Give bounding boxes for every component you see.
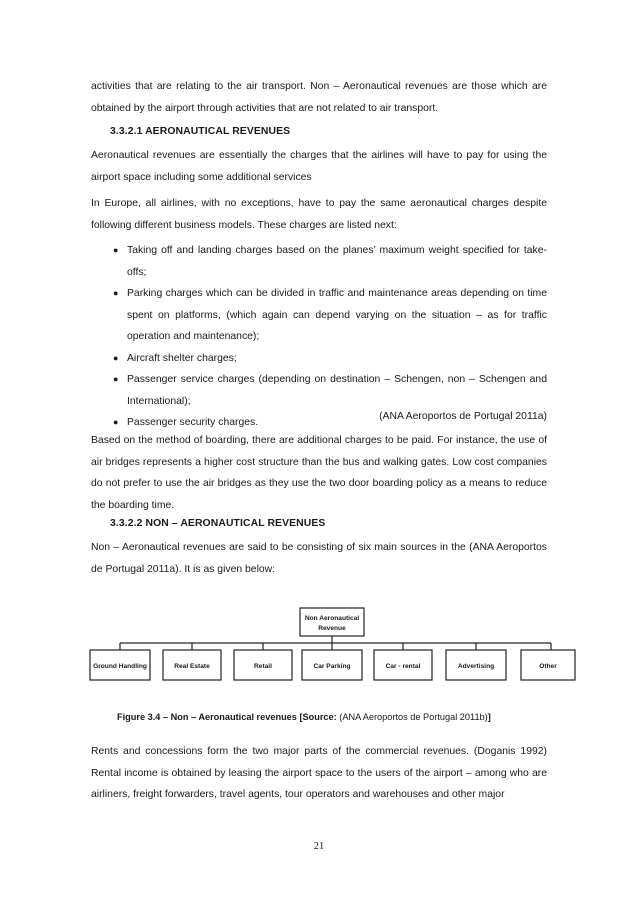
heading-non-aeronautical-revenues: 3.3.2.2 NON – AERONAUTICAL REVENUES [110,518,326,529]
caption-label: Figure 3.4 – Non – Aeronautical revenues [Source: [117,712,337,722]
charges-list [91,240,547,434]
list-item: ● Aircraft shelter charges; [91,348,547,370]
bullet-icon: ● [113,374,119,384]
diagram-root-label-line1: Non Aeronautical [304,615,360,622]
boarding-paragraph: Based on the method of boarding, there are additional charges to be paid. For instance, the use of air bridges represents a higher cost structure than the bus and walking gates. Low cost companies do not prefer to use the air bridges as they use the two door boarding policy as a means to reduce the boarding time. [91,435,547,511]
diagram-label-retail: Retail [254,663,272,670]
diagram-label-other: Other [539,663,557,670]
citation: (ANA Aeroportos de Portugal 2011a) [379,411,547,422]
list-item: ● Passenger service charges (depending on destination – Schengen, non – Schengen and International); [91,369,547,412]
list-item: ● Parking charges which can be divided in traffic and maintenance areas depending on time spent on platforms, (which again can depend varying on the situation – as for traffic operation and maintenance); [91,283,547,348]
list-item: ● Passenger security charges. [91,412,547,434]
non-aeronautical-intro-paragraph: Non – Aeronautical revenues are said to be consisting of six main sources in the (ANA Aeroportos de Portugal 2011a). It is as given below: [91,542,547,575]
diagram-label-car-parking: Car Parking [313,663,351,670]
bullet-icon: ● [113,352,119,363]
bullet-icon: ● [113,417,119,427]
diagram-label-advertising: Advertising [457,663,495,670]
diagram-root-label-line2: Revenue [318,625,346,632]
diagram-label-ground-handling: Ground Handling [93,663,147,670]
caption-source: (ANA Aeroportos de Portugal 2011b) [336,712,488,722]
bullet-icon: ● [113,288,119,298]
caption-end: ] [487,712,491,722]
aeronautical-definition-paragraph: Aeronautical revenues are essentially the charges that the airlines will have to pay for using the airport space including some additional services [91,150,547,183]
list-item: ● Taking off and landing charges based on the planes’ maximum weight specified for take-offs; [91,240,547,283]
non-aeronautical-revenue-diagram [89,588,577,691]
bullet-icon: ● [113,245,119,255]
page-number: 21 [313,841,325,852]
figure-caption [117,712,491,722]
europe-charges-paragraph: In Europe, all airlines, with no exceptions, have to pay the same aeronautical charges despite following different business models. These charges are listed next: [91,198,547,231]
rents-paragraph: Rents and concessions form the two major parts of the commercial revenues. (Doganis 1992) Rental income is obtained by leasing the airport space to the users of the airport – among who are airliners, freight forwarders, travel agents, tour operators and warehouses and other major [91,746,547,800]
diagram-label-car-rental: Car - rental [385,663,421,670]
diagram-label-real-estate: Real Estate [174,663,210,670]
heading-aeronautical-revenues: 3.3.2.1 AERONAUTICAL REVENUES [110,126,291,137]
intro-paragraph: activities that are relating to the air transport. Non – Aeronautical revenues are those which are obtained by the airport through activities that are not related to air transport. [91,81,547,114]
